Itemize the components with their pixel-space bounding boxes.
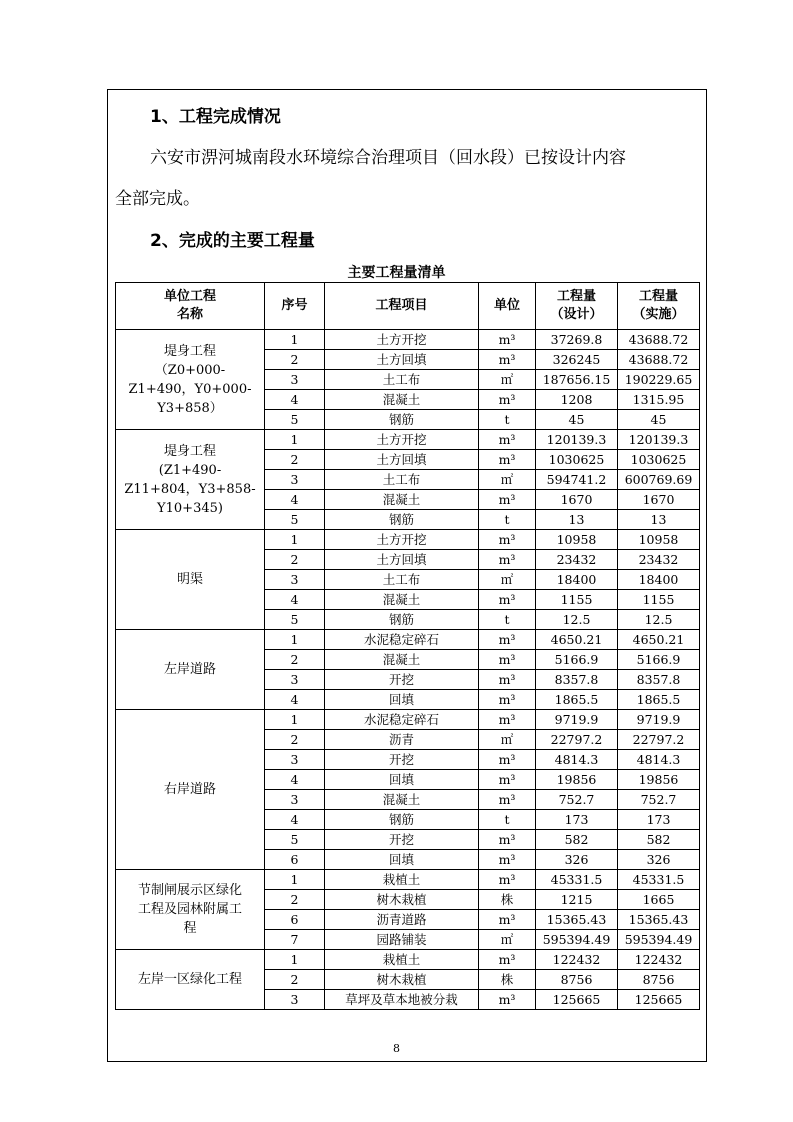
unit-name-cell (116, 430, 265, 530)
seq-cell: 3 (265, 370, 325, 390)
seq-cell: 1 (265, 530, 325, 550)
header-design (536, 283, 618, 330)
design-qty-cell: 594741.2 (536, 470, 618, 490)
design-qty-cell: 45 (536, 410, 618, 430)
design-qty-cell: 187656.15 (536, 370, 618, 390)
design-qty-cell: 120139.3 (536, 430, 618, 450)
item-cell: 水泥稳定碎石 (325, 710, 479, 730)
item-cell: 土方回填 (325, 350, 479, 370)
item-cell: 钢筋 (325, 610, 479, 630)
seq-cell: 2 (265, 450, 325, 470)
design-qty-cell: 8357.8 (536, 670, 618, 690)
design-qty-cell: 752.7 (536, 790, 618, 810)
quantity-table (115, 282, 700, 1010)
unit-name-line: 左岸道路 (163, 662, 216, 677)
measure-cell: m³ (479, 550, 536, 570)
actual-qty-cell: 45 (618, 410, 700, 430)
actual-qty-cell: 45331.5 (618, 870, 700, 890)
unit-name-line: 程 (183, 921, 197, 936)
table-header-row (116, 283, 700, 330)
design-qty-cell: 125665 (536, 990, 618, 1010)
actual-qty-cell: 1865.5 (618, 690, 700, 710)
actual-qty-cell: 13 (618, 510, 700, 530)
unit-name-cell (116, 330, 265, 430)
seq-cell: 4 (265, 590, 325, 610)
actual-qty-cell: 326 (618, 850, 700, 870)
item-cell: 沥青道路 (325, 910, 479, 930)
item-cell: 钢筋 (325, 510, 479, 530)
actual-qty-cell: 125665 (618, 990, 700, 1010)
unit-name-cell (116, 630, 265, 710)
section2-heading: 2、完成的主要工程量 (150, 231, 315, 251)
table-row (116, 430, 700, 450)
actual-qty-cell: 5166.9 (618, 650, 700, 670)
seq-cell: 1 (265, 630, 325, 650)
seq-cell: 3 (265, 570, 325, 590)
item-cell: 开挖 (325, 670, 479, 690)
design-qty-cell: 173 (536, 810, 618, 830)
seq-cell: 5 (265, 410, 325, 430)
actual-qty-cell: 43688.72 (618, 330, 700, 350)
unit-name-line: Y3+858） (157, 400, 223, 416)
unit-name-line: 堤身工程 (163, 443, 216, 459)
actual-qty-cell: 122432 (618, 950, 700, 970)
item-cell: 回填 (325, 690, 479, 710)
measure-cell: t (479, 810, 536, 830)
actual-qty-cell: 173 (618, 810, 700, 830)
measure-cell: m³ (479, 450, 536, 470)
measure-cell: m³ (479, 330, 536, 350)
design-qty-cell: 22797.2 (536, 730, 618, 750)
design-qty-cell: 9719.9 (536, 710, 618, 730)
actual-qty-cell: 752.7 (618, 790, 700, 810)
design-qty-cell: 582 (536, 830, 618, 850)
item-cell: 土工布 (325, 470, 479, 490)
actual-qty-cell: 8357.8 (618, 670, 700, 690)
measure-cell: m³ (479, 790, 536, 810)
seq-cell: 5 (265, 510, 325, 530)
design-qty-cell: 10958 (536, 530, 618, 550)
item-cell: 混凝土 (325, 590, 479, 610)
item-cell: 草坪及草本地被分栽 (325, 990, 479, 1010)
unit-name-line: 节制闸展示区绿化 (137, 883, 242, 898)
measure-cell: m³ (479, 590, 536, 610)
measure-cell: ㎡ (479, 370, 536, 390)
measure-cell: t (479, 510, 536, 530)
item-cell: 土工布 (325, 370, 479, 390)
unit-name-line: Z11+804，Y3+858- (124, 481, 256, 497)
seq-cell: 3 (265, 470, 325, 490)
item-cell: 栽植土 (325, 870, 479, 890)
section1-heading: 1、工程完成情况 (150, 107, 281, 127)
design-qty-cell: 15365.43 (536, 910, 618, 930)
table-body (116, 330, 700, 1010)
design-qty-cell: 1030625 (536, 450, 618, 470)
item-cell: 钢筋 (325, 810, 479, 830)
measure-cell: m³ (479, 350, 536, 370)
header-design-line2: （设计） (550, 307, 603, 322)
design-qty-cell: 12.5 (536, 610, 618, 630)
actual-qty-cell: 1155 (618, 590, 700, 610)
actual-qty-cell: 8756 (618, 970, 700, 990)
item-cell: 回填 (325, 850, 479, 870)
measure-cell: m³ (479, 690, 536, 710)
item-cell: 回填 (325, 770, 479, 790)
actual-qty-cell: 1670 (618, 490, 700, 510)
item-cell: 园路铺装 (325, 930, 479, 950)
actual-qty-cell: 582 (618, 830, 700, 850)
actual-qty-cell: 4814.3 (618, 750, 700, 770)
measure-cell: m³ (479, 650, 536, 670)
seq-cell: 1 (265, 950, 325, 970)
actual-qty-cell: 18400 (618, 570, 700, 590)
actual-qty-cell: 600769.69 (618, 470, 700, 490)
unit-name-line: Y10+345) (157, 500, 223, 516)
measure-cell: t (479, 410, 536, 430)
measure-cell: m³ (479, 850, 536, 870)
seq-cell: 3 (265, 670, 325, 690)
measure-cell: m³ (479, 990, 536, 1010)
seq-cell: 1 (265, 870, 325, 890)
header-unit-line2: 名称 (176, 307, 203, 322)
actual-qty-cell: 4650.21 (618, 630, 700, 650)
measure-cell: m³ (479, 830, 536, 850)
measure-cell: ㎡ (479, 570, 536, 590)
measure-cell: m³ (479, 950, 536, 970)
seq-cell: 2 (265, 650, 325, 670)
actual-qty-cell: 1665 (618, 890, 700, 910)
table-row (116, 950, 700, 970)
seq-cell: 1 (265, 330, 325, 350)
measure-cell: m³ (479, 630, 536, 650)
actual-qty-cell: 23432 (618, 550, 700, 570)
seq-cell: 4 (265, 690, 325, 710)
unit-name-line: 右岸道路 (163, 782, 216, 797)
seq-cell: 2 (265, 350, 325, 370)
item-cell: 混凝土 (325, 490, 479, 510)
item-cell: 混凝土 (325, 390, 479, 410)
actual-qty-cell: 120139.3 (618, 430, 700, 450)
table-row (116, 710, 700, 730)
section1-para-line1: 六安市淠河城南段水环境综合治理项目（回水段）已按设计内容 (150, 148, 626, 168)
measure-cell: m³ (479, 870, 536, 890)
unit-name-line: 工程及园林附属工 (137, 902, 242, 917)
seq-cell: 2 (265, 970, 325, 990)
design-qty-cell: 1670 (536, 490, 618, 510)
design-qty-cell: 595394.49 (536, 930, 618, 950)
seq-cell: 5 (265, 610, 325, 630)
unit-name-cell (116, 950, 265, 1010)
actual-qty-cell: 19856 (618, 770, 700, 790)
header-unit-line1: 单位工程 (163, 289, 216, 304)
design-qty-cell: 18400 (536, 570, 618, 590)
measure-cell: m³ (479, 530, 536, 550)
table-row (116, 530, 700, 550)
actual-qty-cell: 10958 (618, 530, 700, 550)
seq-cell: 2 (265, 550, 325, 570)
seq-cell: 7 (265, 930, 325, 950)
actual-qty-cell: 15365.43 (618, 910, 700, 930)
measure-cell: m³ (479, 750, 536, 770)
item-cell: 栽植土 (325, 950, 479, 970)
measure-cell: m³ (479, 710, 536, 730)
design-qty-cell: 19856 (536, 770, 618, 790)
item-cell: 土方开挖 (325, 330, 479, 350)
design-qty-cell: 1208 (536, 390, 618, 410)
measure-cell: m³ (479, 490, 536, 510)
item-cell: 沥青 (325, 730, 479, 750)
item-cell: 土方开挖 (325, 430, 479, 450)
table-row (116, 870, 700, 890)
unit-name-cell (116, 710, 265, 870)
table-row (116, 330, 700, 350)
item-cell: 水泥稳定碎石 (325, 630, 479, 650)
item-cell: 混凝土 (325, 790, 479, 810)
header-actual (618, 283, 700, 330)
header-design-line1: 工程量 (556, 289, 596, 304)
unit-name-cell (116, 870, 265, 950)
item-cell: 钢筋 (325, 410, 479, 430)
actual-qty-cell: 190229.65 (618, 370, 700, 390)
measure-cell: 株 (479, 890, 536, 910)
item-cell: 土工布 (325, 570, 479, 590)
actual-qty-cell: 22797.2 (618, 730, 700, 750)
unit-name-cell (116, 530, 265, 630)
measure-cell: m³ (479, 430, 536, 450)
measure-cell: ㎡ (479, 930, 536, 950)
actual-qty-cell: 1315.95 (618, 390, 700, 410)
item-cell: 树木栽植 (325, 890, 479, 910)
design-qty-cell: 1155 (536, 590, 618, 610)
seq-cell: 4 (265, 390, 325, 410)
header-unit-name (116, 283, 265, 330)
unit-name-line: (Z1+490- (158, 462, 222, 478)
seq-cell: 5 (265, 830, 325, 850)
unit-name-line: Z1+490，Y0+000- (128, 381, 252, 397)
design-qty-cell: 8756 (536, 970, 618, 990)
actual-qty-cell: 1030625 (618, 450, 700, 470)
design-qty-cell: 122432 (536, 950, 618, 970)
section1-para-line2: 全部完成。 (115, 189, 200, 209)
page-number: 8 (393, 1042, 400, 1055)
actual-qty-cell: 9719.9 (618, 710, 700, 730)
item-cell: 开挖 (325, 830, 479, 850)
seq-cell: 2 (265, 890, 325, 910)
seq-cell: 4 (265, 490, 325, 510)
seq-cell: 1 (265, 430, 325, 450)
unit-name-line: （Z0+000- (154, 362, 226, 378)
measure-cell: 株 (479, 970, 536, 990)
item-cell: 开挖 (325, 750, 479, 770)
actual-qty-cell: 595394.49 (618, 930, 700, 950)
design-qty-cell: 1215 (536, 890, 618, 910)
unit-name-line: 明渠 (176, 572, 203, 587)
design-qty-cell: 23432 (536, 550, 618, 570)
unit-name-line: 堤身工程 (163, 343, 216, 359)
table-row (116, 630, 700, 650)
header-item: 工程项目 (325, 283, 479, 330)
seq-cell: 3 (265, 790, 325, 810)
seq-cell: 3 (265, 990, 325, 1010)
seq-cell: 1 (265, 710, 325, 730)
measure-cell: ㎡ (479, 470, 536, 490)
item-cell: 树木栽植 (325, 970, 479, 990)
seq-cell: 3 (265, 750, 325, 770)
header-seq: 序号 (265, 283, 325, 330)
unit-name-line: 左岸一区绿化工程 (137, 972, 242, 987)
design-qty-cell: 4814.3 (536, 750, 618, 770)
actual-qty-cell: 12.5 (618, 610, 700, 630)
design-qty-cell: 1865.5 (536, 690, 618, 710)
design-qty-cell: 326 (536, 850, 618, 870)
design-qty-cell: 13 (536, 510, 618, 530)
header-actual-line2: （实施） (632, 307, 685, 322)
design-qty-cell: 37269.8 (536, 330, 618, 350)
table-caption: 主要工程量清单 (347, 265, 446, 281)
measure-cell: ㎡ (479, 730, 536, 750)
header-measure: 单位 (479, 283, 536, 330)
measure-cell: m³ (479, 770, 536, 790)
seq-cell: 6 (265, 910, 325, 930)
measure-cell: t (479, 610, 536, 630)
measure-cell: m³ (479, 910, 536, 930)
design-qty-cell: 5166.9 (536, 650, 618, 670)
item-cell: 混凝土 (325, 650, 479, 670)
seq-cell: 4 (265, 810, 325, 830)
item-cell: 土方开挖 (325, 530, 479, 550)
measure-cell: m³ (479, 670, 536, 690)
design-qty-cell: 45331.5 (536, 870, 618, 890)
design-qty-cell: 4650.21 (536, 630, 618, 650)
seq-cell: 2 (265, 730, 325, 750)
item-cell: 土方回填 (325, 450, 479, 470)
design-qty-cell: 326245 (536, 350, 618, 370)
actual-qty-cell: 43688.72 (618, 350, 700, 370)
header-actual-line1: 工程量 (638, 289, 678, 304)
measure-cell: m³ (479, 390, 536, 410)
seq-cell: 6 (265, 850, 325, 870)
seq-cell: 4 (265, 770, 325, 790)
item-cell: 土方回填 (325, 550, 479, 570)
